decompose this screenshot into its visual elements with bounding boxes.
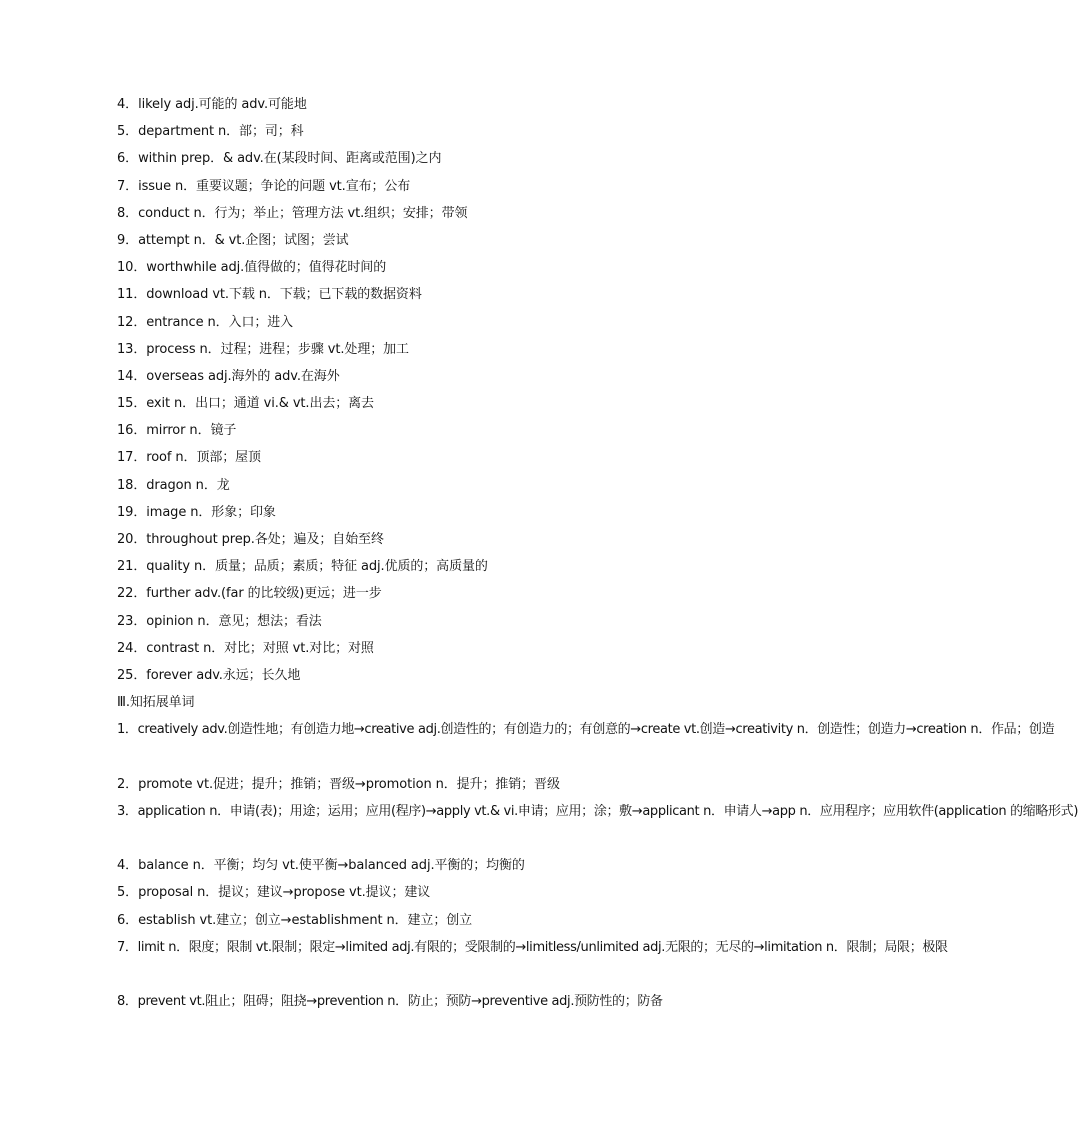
- vocabulary-list: [117, 94, 1078, 1018]
- extension-item: 2．promote vt.促进；提升；推销；晋级→promotion n．提升；推销；晋级: [117, 776, 560, 792]
- vocab-item: 11．download vt.下载 n．下载；已下载的数据资料: [117, 287, 422, 303]
- extension-item: 1．creatively adv.创造性地；有创造力地→creative adj.创造性的；有创造力的；有创意的→create vt.创造→creativity n．创造性；创造力→creation n．作品；创造: [117, 722, 1055, 738]
- vocab-item: 24．contrast n．对比；对照 vt.对比；对照: [117, 640, 374, 656]
- vocab-item: 22．further adv.(far 的比较级)更远；进一步: [117, 586, 382, 602]
- vocab-item: 18．dragon n．龙: [117, 477, 230, 493]
- extension-item: 8．prevent vt.阻止；阻碍；阻挠→prevention n．防止；预防→preventive adj.预防性的；防备: [117, 994, 663, 1010]
- vocab-item: 21．quality n．质量；品质；素质；特征 adj.优质的；高质量的: [117, 559, 488, 575]
- extension-item: 4．balance n．平衡；均匀 vt.使平衡→balanced adj.平衡的；均衡的: [117, 858, 525, 874]
- vocab-item: 12．entrance n．入口；进入: [117, 314, 294, 330]
- vocab-item: 19．image n．形象；印象: [117, 504, 276, 520]
- vocab-item: 5．department n．部；司；科: [117, 124, 304, 140]
- vocab-item: 14．overseas adj.海外的 adv.在海外: [117, 368, 340, 384]
- vocab-item: 15．exit n．出口；通道 vi.& vt.出去；离去: [117, 396, 374, 412]
- vocab-item: 17．roof n．顶部；屋顶: [117, 450, 261, 466]
- vocab-item: 10．worthwhile adj.值得做的；值得花时间的: [117, 260, 387, 276]
- vocab-item: 16．mirror n．镜子: [117, 423, 237, 439]
- extension-item: 6．establish vt.建立；创立→establishment n．建立；创立: [117, 912, 473, 928]
- vocab-item: 25．forever adv.永远；长久地: [117, 667, 301, 683]
- vocab-item: 7．issue n．重要议题；争论的问题 vt.宣布；公布: [117, 178, 411, 194]
- vocab-item: 13．process n．过程；进程；步骤 vt.处理；加工: [117, 341, 409, 357]
- extension-item: 5．proposal n．提议；建议→propose vt.提议；建议: [117, 885, 431, 901]
- extension-item: 3．application n．申请(表)；用途；运用；应用(程序)→apply vt.& vi.申请；应用；涂；敷→applicant n．申请人→app n．应用程序；应用软件(application 的缩略形式): [117, 803, 1078, 819]
- vocab-item: 23．opinion n．意见；想法；看法: [117, 613, 322, 629]
- vocab-item: 20．throughout prep.各处；遍及；自始至终: [117, 532, 384, 547]
- vocab-item: 4．likely adj.可能的 adv.可能地: [117, 97, 307, 112]
- vocab-item: 6．within prep．& adv.在(某段时间、距离或范围)之内: [117, 151, 442, 167]
- section-heading: Ⅲ.知拓展单词: [117, 695, 195, 711]
- extension-item: 7．limit n．限度；限制 vt.限制；限定→limited adj.有限的；受限制的→limitless/unlimited adj.无限的；无尽的→limitation n．限制；局限；极限: [117, 939, 948, 955]
- vocab-item: 8．conduct n．行为；举止；管理方法 vt.组织；安排；带领: [117, 205, 468, 221]
- vocab-item: 9．attempt n．& vt.企图；试图；尝试: [117, 232, 349, 248]
